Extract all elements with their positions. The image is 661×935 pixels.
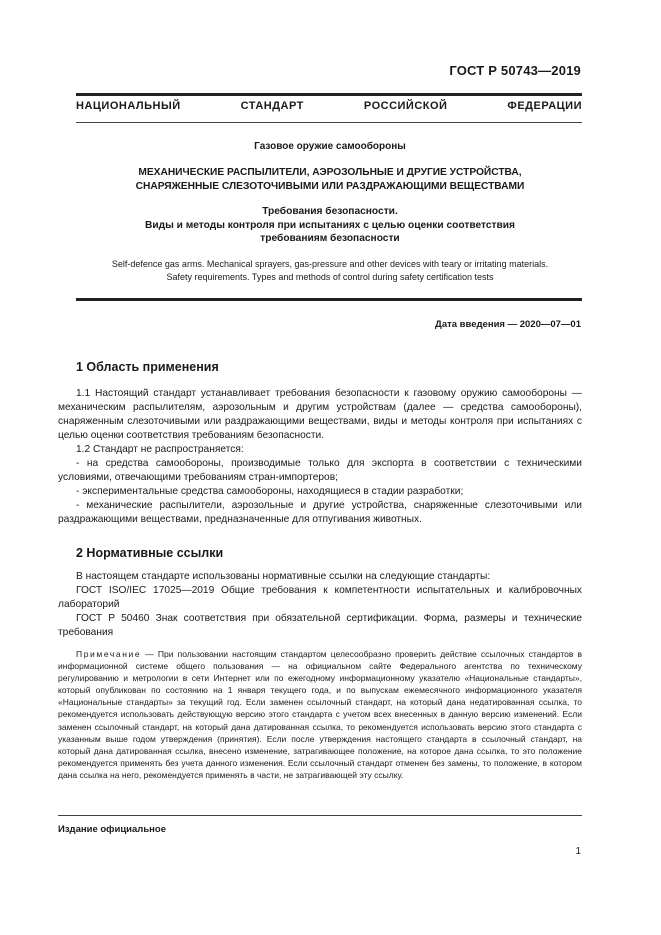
- paragraph: 1.2 Стандарт не распространяется:: [76, 444, 244, 455]
- requirements-title-line: Виды и методы контроля при испытаниях с целью оценки соответствия: [145, 219, 515, 231]
- section-body-scope: [58, 387, 582, 527]
- top-rule: [76, 93, 582, 96]
- paragraph: В настоящем стандарте использованы нормативные ссылки на следующие стандарты:: [76, 571, 491, 582]
- standard-number: ГОСТ Р 50743—2019: [449, 63, 581, 78]
- note-label: Примечание: [76, 649, 142, 659]
- main-title-line: МЕХАНИЧЕСКИЕ РАСПЫЛИТЕЛИ, АЭРОЗОЛЬНЫЕ И ДРУГИЕ УСТРОЙСТВА,: [138, 167, 522, 178]
- english-title: [70, 258, 590, 283]
- list-item: - экспериментальные средства самообороны, находящиеся в стадии разработки;: [76, 486, 464, 497]
- note-text: — При пользовании настоящим стандартом целесообразно проверить действие ссылочных стандартов в информационной системе общего пользования — на официальном сайте Федерального агентства по техническому регулированию и метрологии в сети Интернет или по ежегодному информационному указателю «Национальные стандарты», который опубликован по состоянию на 1 января текущего года, и по выпускам ежемесячного информационного указателя «Национальные стандарты» за текущий год. Если заменен ссылочный стандарт, на который дана недатированная ссылка, то рекомендуется использовать действующую версию этого стандарта с учетом всех внесенных в данную версию изменений. Если заменен ссылочный стандарт, на который дана датированная ссылка, то рекомендуется использовать версию этого стандарта с указанным выше годом утверждения (принятия). Если после утверждения настоящего стандарта в ссылочный стандарт, на который дана датированная ссылка, внесено изменение, затрагивающее положение, на которое дана ссылка, то это положение рекомендуется применять без учета данного изменения. Если ссылочный стандарт отменен без замены, то положение, в котором дана ссылка на него, рекомендуется применять в части, не затрагивающей эту ссылку.: [58, 649, 582, 780]
- requirements-title-line: требованиям безопасности: [260, 233, 400, 244]
- subject-title: Газовое оружие самообороны: [254, 141, 406, 152]
- page-number: 1: [575, 846, 581, 857]
- list-item: - механические распылители, аэрозольные и другие устройства, снаряженные слезоточивыми или раздражающими веществами, предназначенные для отпугивания животных.: [58, 500, 582, 525]
- list-item: - на средства самообороны, производимые только для экспорта в соответствии с техническими условиями, отвечающими требованиям стран-импортеров;: [58, 458, 582, 483]
- note-paragraph: [58, 648, 582, 781]
- section-heading-scope: 1 Область применения: [76, 360, 219, 374]
- english-title-line: Safety requirements. Types and methods of control during safety certification tests: [166, 271, 494, 282]
- introduction-date: Дата введения — 2020—07—01: [435, 319, 581, 330]
- mid-rule: [76, 122, 582, 123]
- requirements-title-line: Требования безопасности.: [262, 206, 398, 217]
- requirements-title: [70, 205, 590, 246]
- footer-rule: [58, 815, 582, 816]
- reference-entry: ГОСТ Р 50460 Знак соответствия при обязательной сертификации. Форма, размеры и технические требования: [58, 613, 582, 638]
- reference-entry: ГОСТ ISO/IEC 17025—2019 Общие требования к компетентности испытательных и калибровочных лабораторий: [58, 585, 582, 610]
- section-body-references: [58, 570, 582, 640]
- main-title: [70, 166, 590, 193]
- english-title-line: Self-defence gas arms. Mechanical sprayers, gas-pressure and other devices with teary or irritating materials.: [111, 259, 549, 269]
- paragraph: 1.1 Настоящий стандарт устанавливает требования безопасности к газовому оружию самообороны — механическим распылителям, аэрозольным и другим устройствам (далее — средства самообороны), снаряженным слезоточивыми или раздражающими веществами, виды и методы контроля при испытаниях с целью оценки соответствия требованиям безопасности.: [58, 388, 582, 441]
- title-bottom-rule: [76, 298, 582, 301]
- section-heading-references: 2 Нормативные ссылки: [76, 546, 224, 560]
- main-title-line: СНАРЯЖЕННЫЕ СЛЕЗОТОЧИВЫМИ ИЛИ РАЗДРАЖАЮЩИМИ ВЕЩЕСТВАМИ: [135, 180, 525, 192]
- national-standard-heading: НАЦИОНАЛЬНЫЙ СТАНДАРТ РОССИЙСКОЙ ФЕДЕРАЦИИ: [76, 100, 582, 112]
- edition-label: Издание официальное: [58, 824, 166, 835]
